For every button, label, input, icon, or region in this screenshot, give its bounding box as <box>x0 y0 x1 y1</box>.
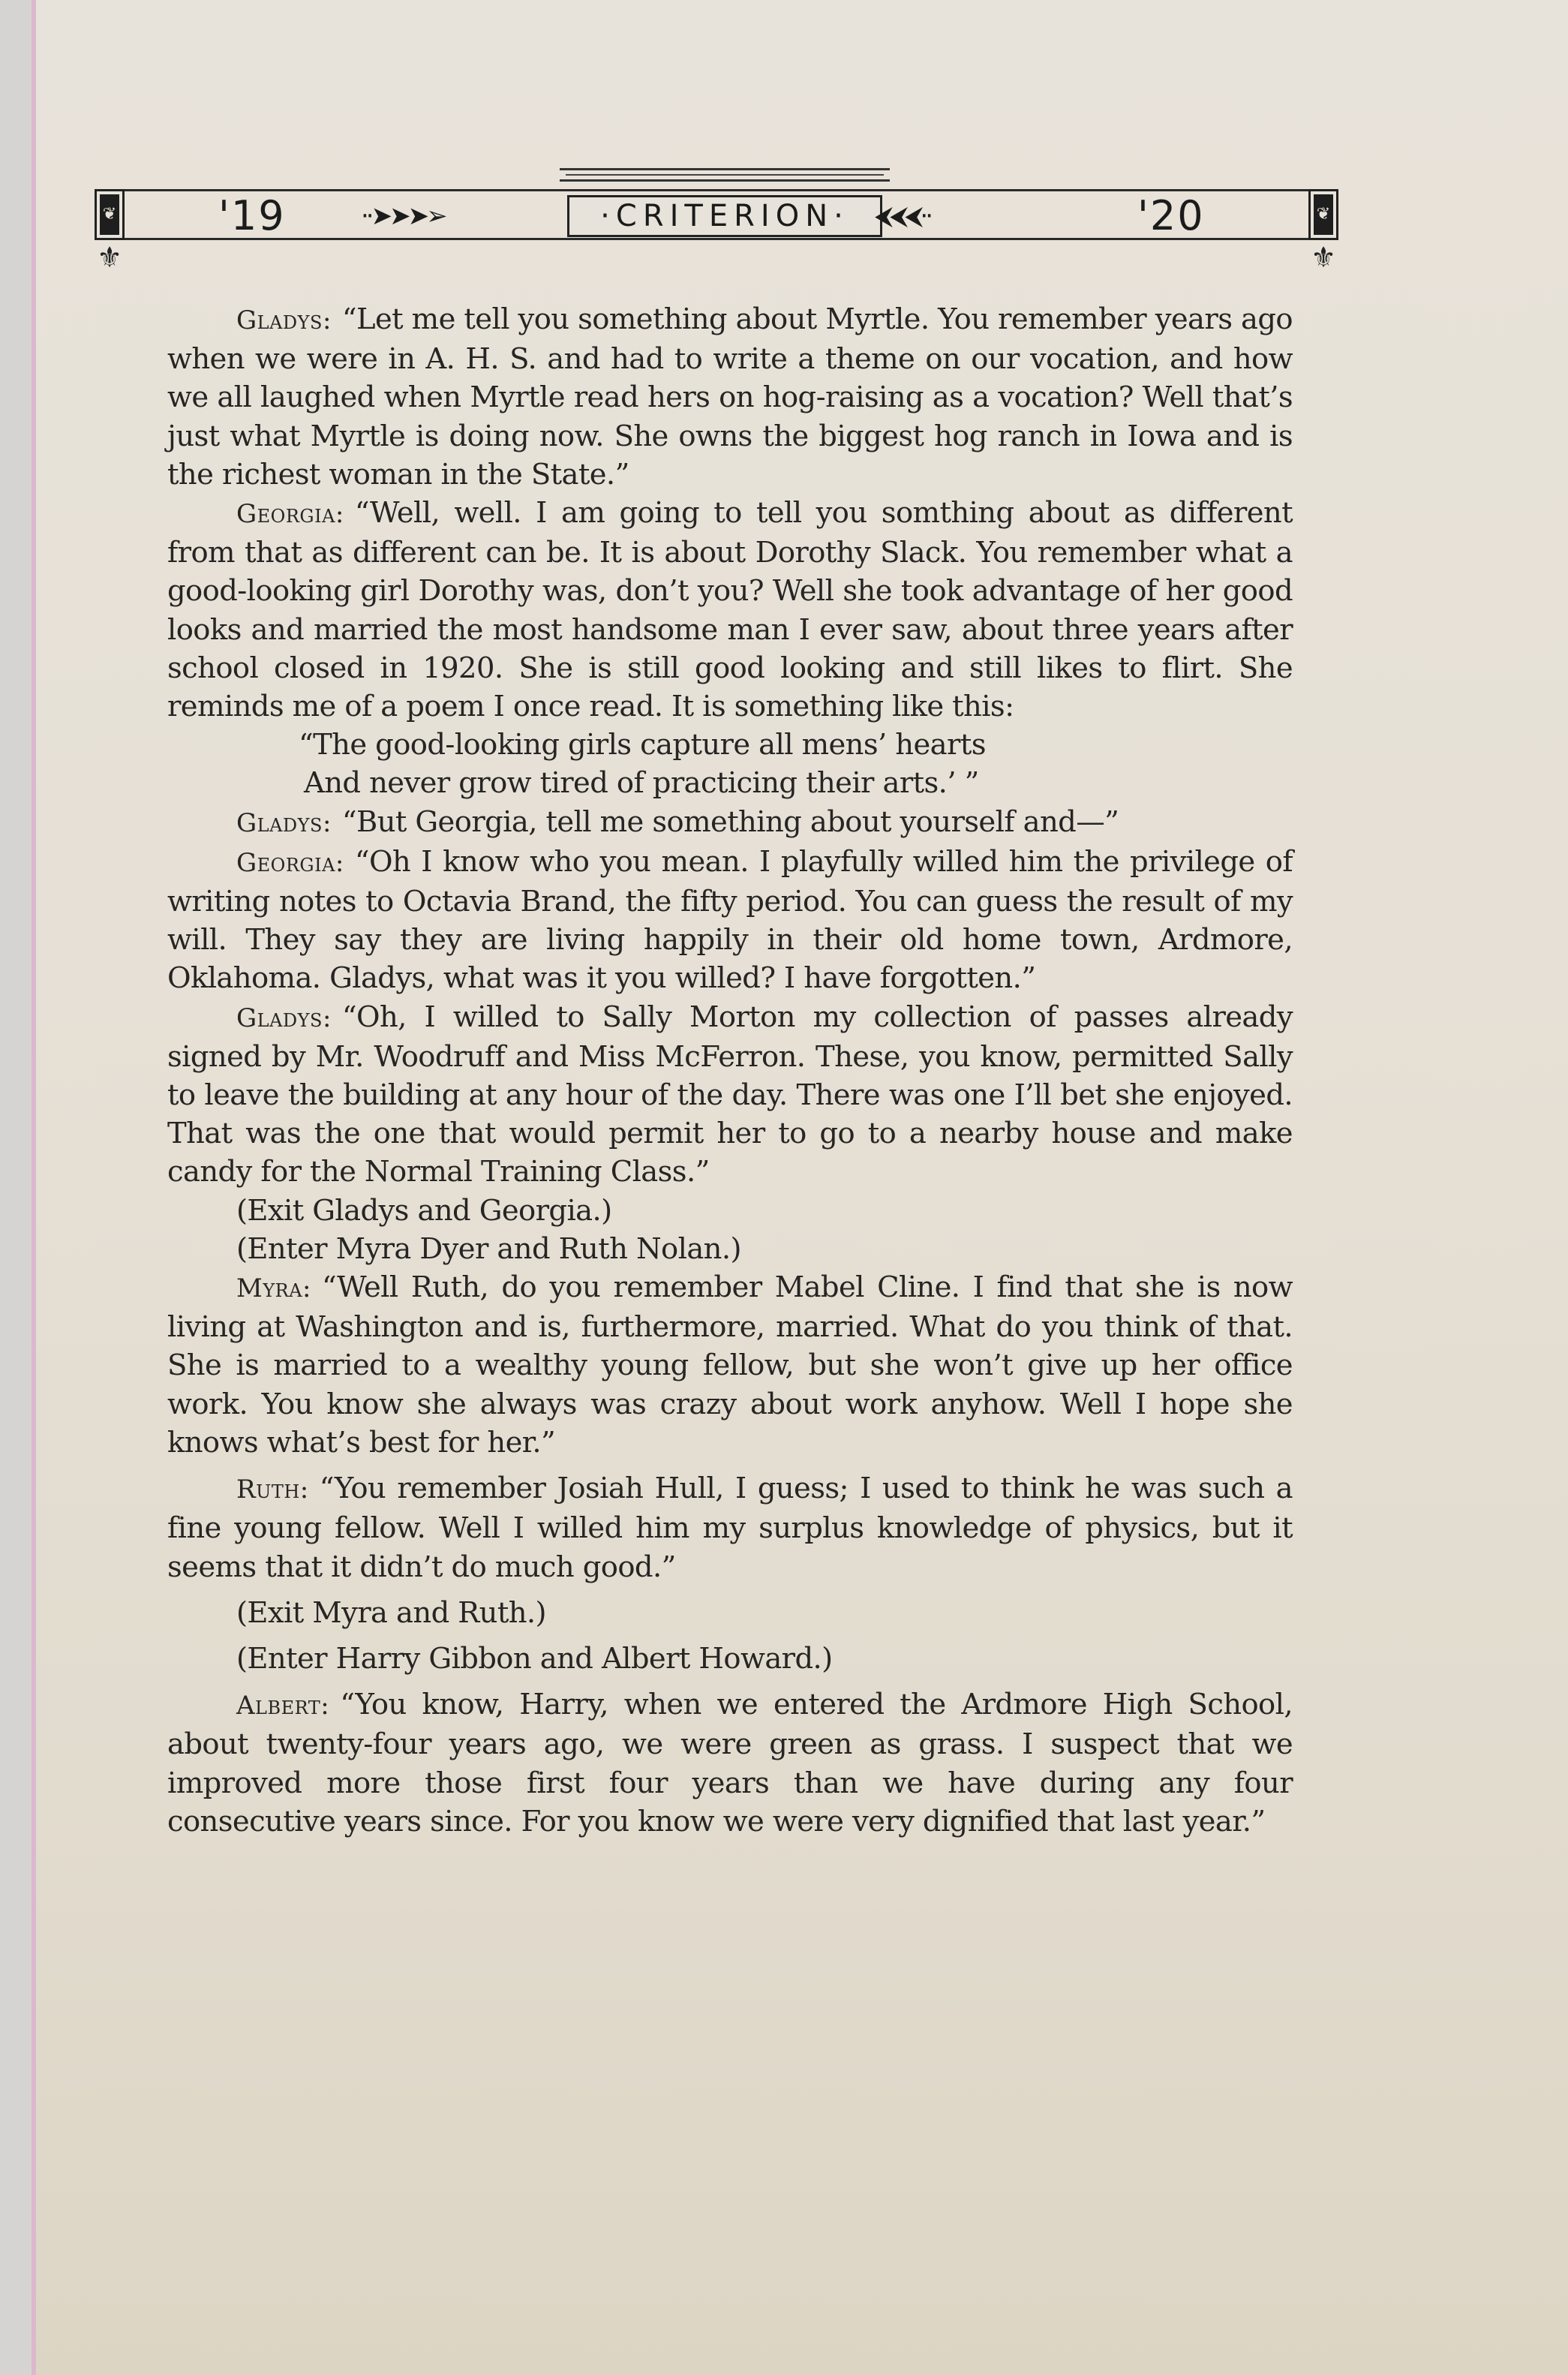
title-cap-rule <box>560 168 890 182</box>
speaker-name: Gladys: <box>236 1003 332 1033</box>
fleur-pendant-icon: ⚜ <box>96 241 123 274</box>
wheat-leaf-glyph: ❦ <box>1314 194 1333 235</box>
year-left: '19 <box>218 192 286 239</box>
publication-title: ·CRITERION· <box>567 195 882 237</box>
speaker-name: Gladys: <box>236 807 332 838</box>
speaker-name: Ruth: <box>236 1475 309 1505</box>
verse-line: And never grow tired of practicing their arts.’ ” <box>304 766 979 801</box>
speech-paragraph <box>167 1685 1293 1841</box>
verse-line: “The good-looking girls capture all mens’ hearts <box>299 728 986 762</box>
speech-paragraph <box>167 1469 1293 1586</box>
speech-text: “Oh I know who you mean. I playfully willed him the privilege of writing notes to Octavia Brand, the fifty period. You can guess the result of my will. They say they are living happily in their old home town, Ardmore, Oklahoma. Gladys, what was it you willed? I have forgotten.” <box>167 844 1293 996</box>
speech-text: “Let me tell you something about Myrtle. You remember years ago when we were in A. H. S. and had to write a theme on our vocation, and how we all laughed when Myrtle read hers on hog-raising as a vocation? Well that’s just what Myrtle is doing now. She owns the biggest hog ranch in Iowa and is the richest woman in the State.” <box>167 302 1293 492</box>
stage-direction: (Enter Harry Gibbon and Albert Howard.) <box>236 1641 833 1676</box>
wheat-leaf-glyph: ❦ <box>100 194 119 235</box>
arrow-ornament-left-icon: ⮜⮜⮜·· <box>875 201 931 231</box>
script-body <box>167 300 1293 1841</box>
speaker-name: Myra: <box>236 1273 312 1304</box>
speech-paragraph <box>167 300 1293 494</box>
speech-paragraph <box>167 1268 1293 1462</box>
running-header <box>95 173 1338 274</box>
wheat-leaf-icon <box>1308 189 1338 240</box>
speech-text: “Well Ruth, do you remember Mabel Cline. I find that she is now living at Washington and is, furthermore, married. What do you think of that. She is married to a wealthy young fellow, but she won’t give up her office work. You know she always was crazy about work anyhow. Well I hope she knows what’s best for her.” <box>167 1270 1293 1460</box>
speaker-name: Georgia: <box>236 847 344 878</box>
speech-text: “You know, Harry, when we entered the Ardmore High School, about twenty-four years ago, we were green as grass. I suspect that we improved more those first four years than we have during any four consecutive years since. For you know we were very dignified that last year.” <box>167 1688 1293 1838</box>
wheat-leaf-icon <box>95 189 125 240</box>
stage-direction: (Exit Myra and Ruth.) <box>236 1595 546 1630</box>
stage-direction: (Enter Myra Dyer and Ruth Nolan.) <box>236 1231 741 1266</box>
speech-paragraph <box>167 843 1293 998</box>
speech-text: “But Georgia, tell me something about yourself and—” <box>341 804 1119 839</box>
speaker-name: Albert: <box>236 1691 330 1721</box>
arrow-ornament-right-icon: ··➤➤➤➢ <box>361 201 445 231</box>
speech-paragraph <box>167 803 1293 843</box>
year-right: '20 <box>1137 192 1205 239</box>
speech-paragraph <box>167 998 1293 1192</box>
fleur-pendant-icon: ⚜ <box>1310 241 1337 274</box>
speech-paragraph <box>167 494 1293 726</box>
speaker-name: Gladys: <box>236 305 332 335</box>
speech-text: “You remember Josiah Hull, I guess; I used to think he was such a fine young fellow. Well I willed him my surplus knowledge of physics, but it seems that it didn’t do much good.” <box>167 1472 1293 1584</box>
book-page <box>32 0 1568 2375</box>
speech-text: “Well, well. I am going to tell you somthing about as different from that as different can be. It is about Dorothy Slack. You remember what a good-looking girl Dorothy was, don’t you? Well she took advantage of her good looks and married the most handsome man I ever saw, about three years after school closed in 1920. She is still good looking and still likes to flirt. She reminds me of a poem I once read. It is something like this: <box>167 496 1293 724</box>
stage-direction: (Exit Gladys and Georgia.) <box>236 1193 612 1228</box>
speech-text: “Oh, I willed to Sally Morton my collection of passes already signed by Mr. Woodruff and Miss McFerron. These, you know, permitted Sally to leave the building at any hour of the day. There was one I’ll bet she enjoyed. That was the one that would permit her to go to a nearby house and make candy for the Normal Training Class.” <box>167 1000 1293 1189</box>
speaker-name: Georgia: <box>236 499 344 530</box>
